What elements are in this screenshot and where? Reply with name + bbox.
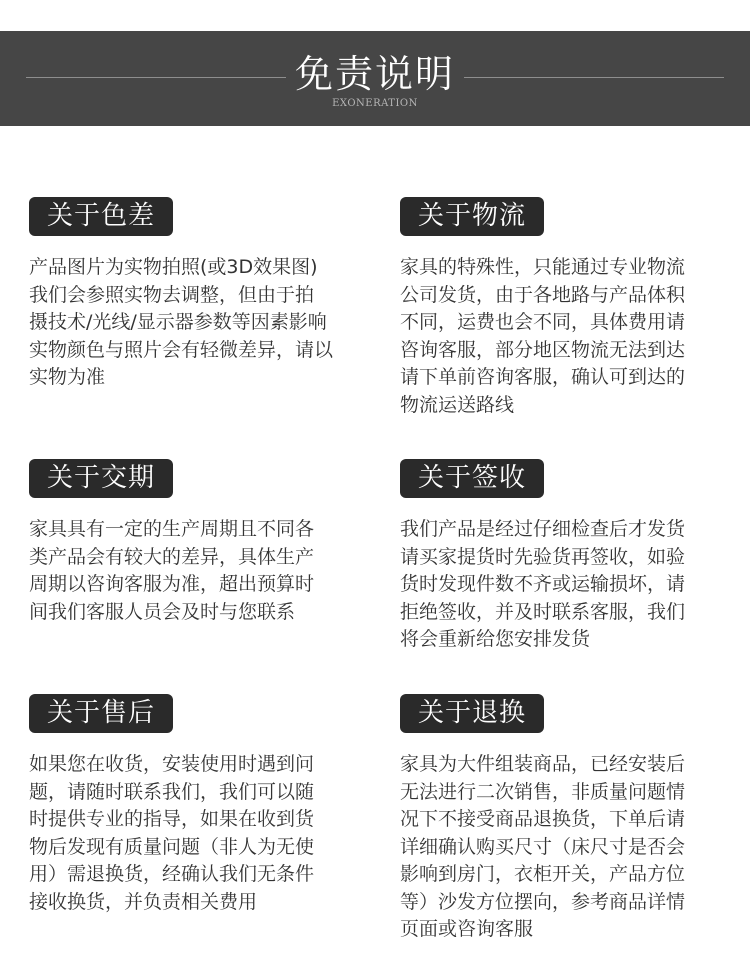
page-title: 免责说明 bbox=[294, 52, 455, 96]
body-line: 实物为准 bbox=[29, 366, 106, 388]
body-line: 影响到房门，衣柜开关，产品方位 bbox=[400, 863, 686, 885]
body-line: 家具的特殊性，只能通过专业物流 bbox=[400, 256, 686, 278]
body-line: 详细确认购买尺寸（床尺寸是否会 bbox=[400, 835, 686, 858]
section-body bbox=[29, 254, 369, 392]
section-body bbox=[400, 751, 740, 944]
body-line: 页面或咨询客服 bbox=[400, 918, 534, 940]
body-line: 家具为大件组装商品，已经安装后 bbox=[400, 753, 686, 775]
body-line: 等）沙发方位摆向，参考商品详情 bbox=[400, 890, 686, 913]
body-line: 实物颜色与照片会有轻微差异，请以 bbox=[29, 338, 334, 361]
body-line: 周期以咨询客服为准，超出预算时 bbox=[29, 573, 315, 595]
section-title-badge: 关于交期 bbox=[29, 459, 173, 498]
body-line: 拒绝签收，并及时联系客服，我们 bbox=[400, 600, 686, 623]
section-body bbox=[29, 751, 369, 916]
body-line: 产品图片为实物拍照(或3D效果图) bbox=[29, 256, 318, 278]
section-returns bbox=[400, 694, 740, 944]
body-line: 接收换货，并负责相关费用 bbox=[29, 890, 258, 913]
body-line: 货时发现件数不齐或运输损坏，请 bbox=[400, 573, 686, 595]
section-body bbox=[400, 254, 740, 419]
body-line: 请买家提货时先验货再签收，如验 bbox=[400, 545, 686, 568]
section-body bbox=[400, 516, 740, 654]
body-line: 无法进行二次销售，非质量问题情 bbox=[400, 780, 686, 803]
section-delivery-time bbox=[29, 459, 369, 626]
body-line: 请下单前咨询客服，确认可到达的 bbox=[400, 366, 686, 388]
section-title-badge: 关于色差 bbox=[29, 197, 173, 236]
section-signing bbox=[400, 459, 740, 654]
body-line: 我们产品是经过仔细检查后才发货 bbox=[400, 518, 686, 540]
body-line: 间我们客服人员会及时与您联系 bbox=[29, 600, 296, 623]
section-title-badge: 关于物流 bbox=[400, 197, 544, 236]
body-line: 不同，运费也会不同，具体费用请 bbox=[400, 311, 686, 333]
body-line: 时提供专业的指导，如果在收到货 bbox=[29, 808, 315, 830]
body-line: 摄技术/光线/显示器参数等因素影响 bbox=[29, 311, 327, 333]
body-line: 公司发货，由于各地路与产品体积 bbox=[400, 283, 686, 306]
body-line: 题，请随时联系我们，我们可以随 bbox=[29, 780, 315, 803]
page-subtitle: EXONERATION bbox=[332, 98, 418, 109]
body-line: 类产品会有较大的差异，具体生产 bbox=[29, 545, 315, 568]
section-logistics bbox=[400, 197, 740, 419]
body-line: 我们会参照实物去调整，但由于拍 bbox=[29, 283, 315, 306]
body-line: 如果您在收货，安装使用时遇到问 bbox=[29, 753, 315, 775]
body-line: 况下不接受商品退换货，下单后请 bbox=[400, 808, 686, 830]
section-title-badge: 关于售后 bbox=[29, 694, 173, 733]
section-title-badge: 关于退换 bbox=[400, 694, 544, 733]
body-line: 咨询客服，部分地区物流无法到达 bbox=[400, 338, 686, 361]
section-title-badge: 关于签收 bbox=[400, 459, 544, 498]
section-color-difference bbox=[29, 197, 369, 392]
body-line: 物后发现有质量问题（非人为无使 bbox=[29, 835, 315, 858]
body-line: 将会重新给您安排发货 bbox=[400, 628, 591, 650]
section-after-sales bbox=[29, 694, 369, 916]
section-body bbox=[29, 516, 369, 626]
body-line: 物流运送路线 bbox=[400, 393, 515, 416]
body-line: 家具具有一定的生产周期且不同各 bbox=[29, 518, 315, 540]
body-line: 用）需退换货，经确认我们无条件 bbox=[29, 863, 315, 885]
